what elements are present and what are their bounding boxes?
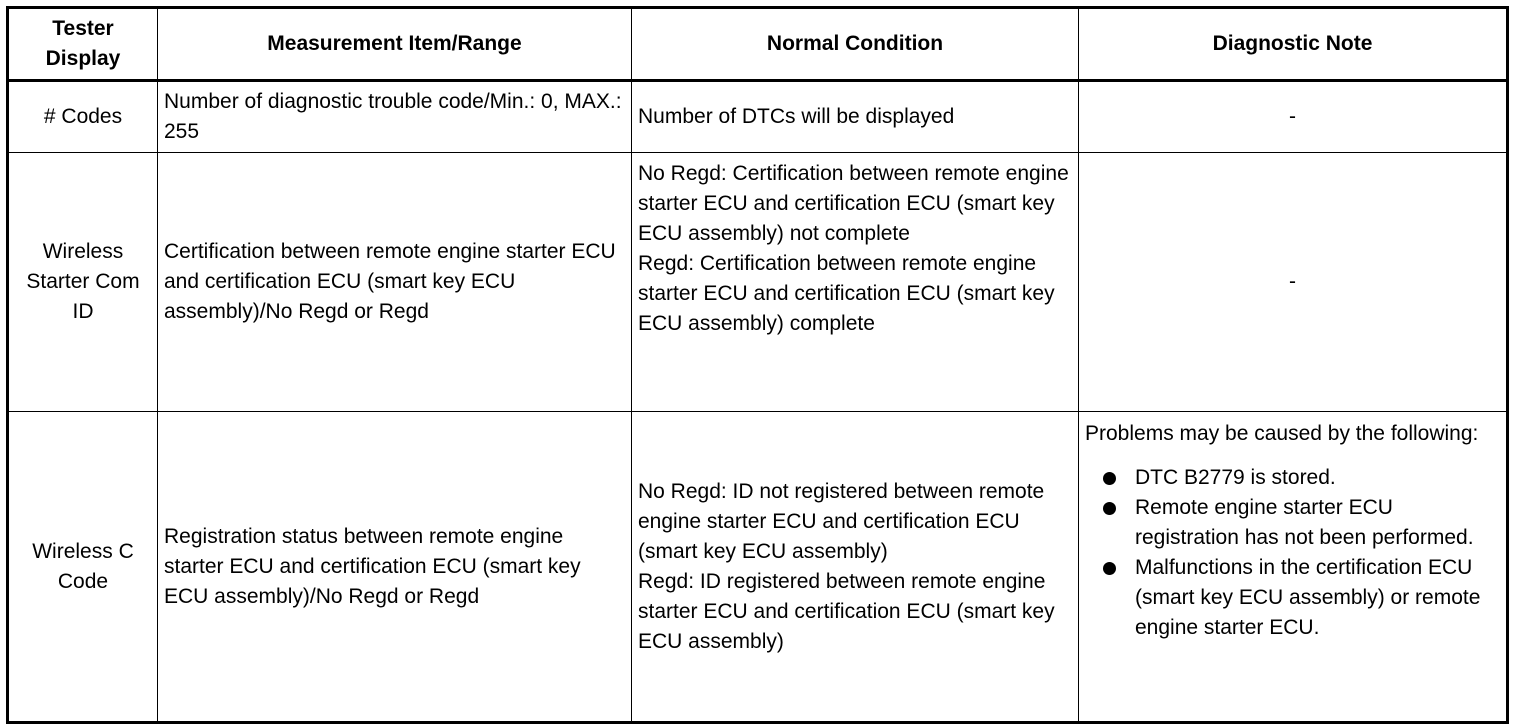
measurement-cell: Certification between remote engine starter ECU and certification ECU (smart key ECU assembly)/No Regd or Regd: [158, 153, 632, 412]
normal-condition-cell: [632, 81, 1079, 153]
list-item: [1085, 553, 1500, 643]
normal-condition-line: Regd: ID registered between remote engine starter ECU and certification ECU (smart key ECU assembly): [638, 569, 1055, 653]
possible-causes-list: [1085, 463, 1500, 643]
normal-condition-cell: [632, 153, 1079, 412]
header-diagnostic-note: Diagnostic Note: [1079, 8, 1508, 81]
list-item-text: Malfunctions in the certification ECU (smart key ECU assembly) or remote engine starter ECU.: [1135, 556, 1481, 639]
diagnostic-table: [6, 6, 1509, 724]
table-row: [8, 153, 1508, 412]
list-item-text: DTC B2779 is stored.: [1135, 466, 1336, 489]
header-measurement-item: Measurement Item/Range: [158, 8, 632, 81]
measurement-cell: Registration status between remote engine starter ECU and certification ECU (smart key ECU assembly)/No Regd or Regd: [158, 412, 632, 723]
header-row: [8, 8, 1508, 81]
normal-condition-line: No Regd: Certification between remote engine starter ECU and certification ECU (smart key ECU assembly) not complete: [638, 162, 1069, 245]
bullet-icon: [1103, 472, 1116, 485]
header-normal-condition: Normal Condition: [632, 8, 1079, 81]
bullet-icon: [1103, 562, 1116, 575]
normal-condition-line: Number of DTCs will be displayed: [638, 105, 955, 128]
table-row: [8, 412, 1508, 723]
bullet-icon: [1103, 502, 1116, 515]
list-item-text: Remote engine starter ECU registration has not been performed.: [1135, 496, 1474, 549]
diagnostic-note-cell: [1079, 412, 1508, 723]
tester-display-cell: # Codes: [8, 81, 158, 153]
diagnostic-note-intro: Problems may be caused by the following:: [1085, 422, 1479, 445]
tester-display-cell: Wireless Starter Com ID: [8, 153, 158, 412]
list-item: [1085, 493, 1500, 553]
measurement-cell: Number of diagnostic trouble code/Min.: 0, MAX.: 255: [158, 81, 632, 153]
header-tester-display: Tester Display: [8, 8, 158, 81]
normal-condition-cell: [632, 412, 1079, 723]
diagnostic-note-cell: -: [1079, 81, 1508, 153]
diagnostic-note-cell: -: [1079, 153, 1508, 412]
list-item: [1085, 463, 1500, 493]
normal-condition-line: Regd: Certification between remote engine starter ECU and certification ECU (smart key ECU assembly) complete: [638, 252, 1055, 335]
table-row: [8, 81, 1508, 153]
normal-condition-line: No Regd: ID not registered between remote engine starter ECU and certification ECU (smart key ECU assembly): [638, 479, 1045, 563]
tester-display-cell: Wireless C Code: [8, 412, 158, 723]
